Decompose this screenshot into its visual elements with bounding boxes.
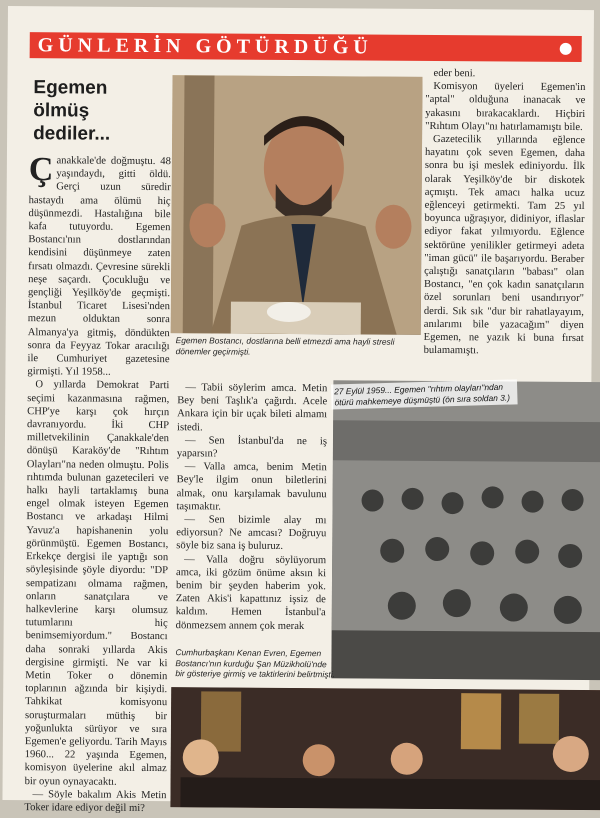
paragraph: — Valla amca, benim Metin Bey'le ilgim onun biletlerini almak, onu karşılamak bavulunu taşımaktır. [176,461,327,513]
article-headline [33,76,173,146]
article-column-2 [176,381,328,633]
paragraph: Gazetecilik yıllarında eğlence hayatını çok seven Egemen, daha sonra bu işi meslek ediniyordu. İlk olarak Yeşilköy'de bir diskotek açmıştı. Tek amacı halka ucuz eğlenceyi getirmekti. Tam 25 yıl boyunca uğraşıyor, didiniyor, iflaslar ediyor fakat yılmıyordu. Eğlence sektörüne yenilikler getirmeyi adeta "iman gücü" ile başarıyordu. Beraber çalıştığı sanatçıların "babası" olan Bostancı, "en çok kadın sanatçıların özel sorunları beni usandırıyor" derdi. Sık sık "dur bir rahatlayayım, anılarımı bile yazacağım" diyen Egemen, ne yazık ki buna fırsat bulamamıştı. [423,133,586,357]
photo-caption: Egemen Bostancı, dostlarına belli etmezdi ama hayli stresli dönemler geçirmişti. [175,335,395,357]
headline-line-2: ölmüş [33,100,90,122]
magazine-page [2,6,594,814]
paragraph: O yıllarda Demokrat Parti seçimi kazanmasına rağmen, CHP'ye karşı çok hırçın davranıyordu. İki CHP milletvekilinin Çanakkale'den dönüşü Karaköy'de "Rıhtım Olayları"na neden olmuştu. Polis rıhtımda bulunan gazetecileri ve halkı hayli tartaklamış buna engel olmak isteyen Egemen Bostancı ve arkadaşı Hilmi Yavuz'a hapishanenin yolu görünmüştü. Egemen Bostancı, Erkekçe dergisi ile yaptığı son söyleşisinde şöyle diyordu: "DP sempatizanı olmama rağmen, onların sanatçılara ve halkevlerine karşı olumsuz tutumlarını hiç benimsemiyordum." Bostancı daha sonraki yıllarda Akis dergisine girmişti. Ne var ki Metin Toker o dönemin toplarının ağzında bir kişiydi. Tahkikat komisyonu soruşturmaları müthiş bir yoğunlukta sürüyor ve sıra Egemen'e geliyordu. Tarih Mayıs 1960... 22 yaşında Egemen, komisyon üyelerine akıl almaz bir oyun oynayacaktı. [24,379,170,788]
headline-line-3: dediler... [33,123,111,145]
article-column-3 [424,67,586,359]
event-illustration [170,687,600,810]
paragraph: eder beni. [433,67,476,80]
photo-caption: 27 Eylül 1959... Egemen "rıhtım olayları"ndan ötürü mahkemeye düşmüştü (ön sıra soldan 3.) [331,379,518,409]
paragraph-text: anakkale'de doğmuştu. 48 yaşındaydı, gitti öldü. Gerçi uzun süredir hastaydı ama ölümü hiç düşünmezdi. Hastalığına bile kafa tutuyordu. Egemen Bostancı'nın dostlarından kendisini düşünmeye zaten fırsatı olmazdı. Çevresine sürekli neşe saçardı. Çocukluğu ve gençliği Yeşilköy'de geçmişti. İstanbul Ticaret Lisesi'nden mezun olduktan sonra Almanya'ya gitmiş, döndükten sonra da Feyyaz Tokar aracılığı ile Cumhuriyet gazetesine girmişti. Yıl 1958... [27,155,171,378]
portrait-photo [171,75,423,335]
article-column-1 [24,151,171,815]
banner-dot-icon [560,43,572,55]
photo-caption: Cumhurbaşkanı Kenan Evren, Egemen Bostancı'nın kurduğu Şan Müzikholü'nde bir gösteriye girmiş ve taktirlerini belirtmişti. [175,647,336,680]
paragraph: — Söyle bakalım Akis Metin Toker idare ediyor değil mi? [24,788,167,814]
section-title: GÜNLERİN GÖTÜRDÜĞÜ [37,34,373,59]
paragraph: — Tabii söylerim amca. Metin Bey beni Taşlık'a çağırdı. Acele Ankara için bir uçak bileti almamı istedi. [177,382,328,433]
courtroom-photo [331,380,600,680]
paragraph: — Sen bizimle alay mı ediyorsun? Ne amcası? Doğruyu söyle biz sana iş buluruz. [176,514,327,553]
paragraph: — Valla doğru söylüyorum amca, iki gözüm önüme aksın ki benim bir şeyden haberim yok. Zaten Akis'i kapattınız işsiz de kaldım. Hemen İstanbul'a dönmezsem annem çok merak [175,553,327,632]
headline-line-1: Egemen [33,77,108,99]
section-banner [30,32,582,62]
courtroom-illustration [331,380,600,680]
portrait-illustration [171,75,423,335]
paragraph: Komisyon üyeleri Egemen'in "aptal" olduğuna inanacak ve yakasını bırakacaklardı. Hiçbiri "Rıhtım Olayı"nı hatırlamamıştı bile. [425,81,586,133]
event-photo [170,687,600,810]
paragraph: — Sen İstanbul'da ne iş yaparsın? [176,435,328,460]
drop-cap: Ç [28,151,54,189]
paragraph [27,151,171,379]
